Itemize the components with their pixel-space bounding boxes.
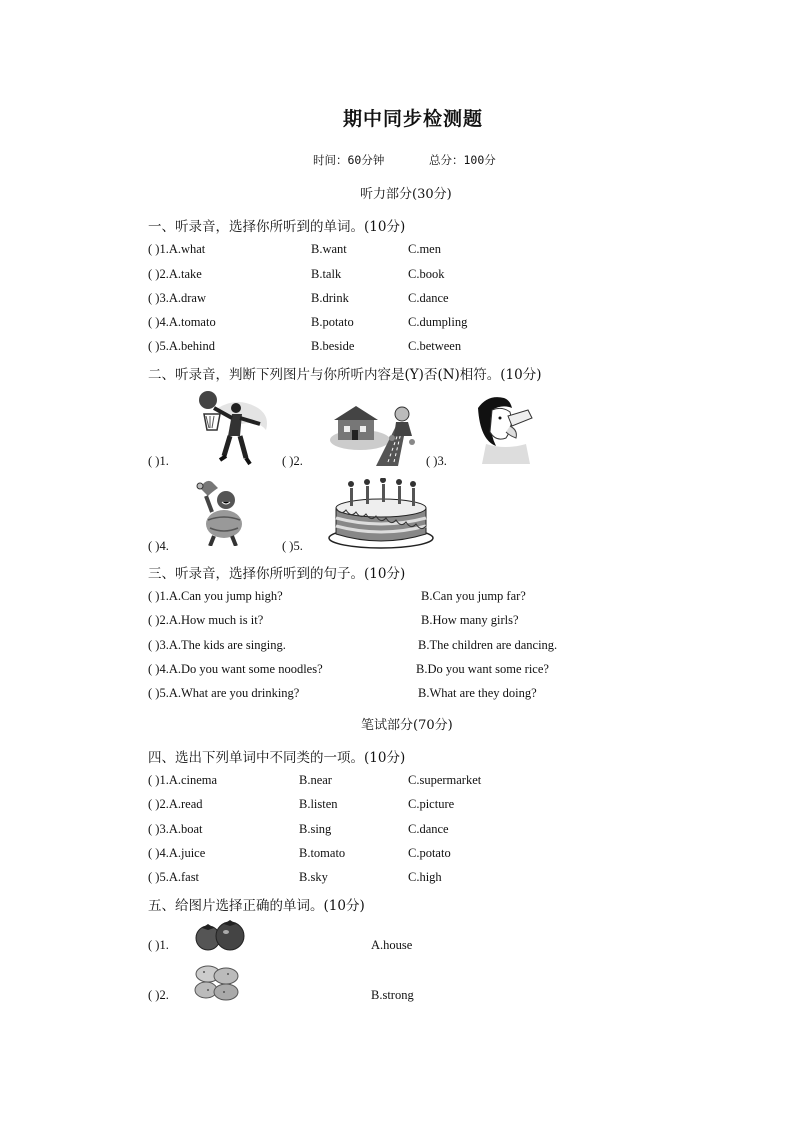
- picture-question-5: ( )5.: [282, 539, 303, 553]
- option-c: C.dance: [408, 822, 449, 836]
- listening-part-title: 听力部分(30分): [360, 187, 452, 202]
- exam-time: 时间：60分钟: [313, 153, 385, 167]
- sentence-a: ( )3.A.The kids are singing.: [148, 638, 286, 652]
- option-b: B.beside: [311, 339, 355, 353]
- picture-question-2: ( )2.: [282, 454, 303, 468]
- exam-total-score: 总分：100分: [429, 153, 496, 167]
- picture-question-3: ( )3.: [426, 454, 447, 468]
- option-a: ( )5.A.behind: [148, 339, 215, 353]
- page-title: 期中同步检测题: [343, 108, 484, 130]
- option-c: C.men: [408, 242, 441, 256]
- section-2-title: 二、听录音，判断下列图片与你所听内容是(Y)否(N)相符。(10分): [148, 367, 542, 383]
- basketball-player-picture: [196, 388, 272, 466]
- option-b: B.drink: [311, 291, 349, 305]
- option-a: ( )4.A.juice: [148, 846, 206, 860]
- sentence-a: ( )2.A.How much is it?: [148, 613, 264, 627]
- sentence-b: B.How many girls?: [421, 613, 519, 627]
- option-a: ( )4.A.tomato: [148, 315, 216, 329]
- sentence-a: ( )4.A.Do you want some noodles?: [148, 662, 323, 676]
- option-a: ( )1.A.what: [148, 242, 206, 256]
- tomatoes-picture: [194, 918, 246, 952]
- option-b: B.tomato: [299, 846, 346, 860]
- option-c: C.supermarket: [408, 773, 482, 787]
- option-c: C.dance: [408, 291, 449, 305]
- option-c: C.book: [408, 267, 445, 281]
- section-1-title: 一、听录音，选择你所听到的单词。(10分): [148, 219, 406, 235]
- picture-choice-1: ( )1.: [148, 938, 169, 952]
- option-c: C.high: [408, 870, 442, 884]
- option-c: C.between: [408, 339, 462, 353]
- option-c: C.potato: [408, 846, 451, 860]
- option-a: ( )3.A.draw: [148, 291, 206, 305]
- sentence-b: B.What are they doing?: [418, 686, 537, 700]
- option-a: ( )2.A.take: [148, 267, 202, 281]
- writing-part-title: 笔试部分(70分): [361, 718, 453, 733]
- option-c: C.picture: [408, 797, 455, 811]
- option-b: B.listen: [299, 797, 338, 811]
- section-4-title: 四、选出下列单词中不同类的一项。(10分): [148, 750, 406, 766]
- option-b: B.want: [311, 242, 347, 256]
- section-3-title: 三、听录音，选择你所听到的句子。(10分): [148, 566, 406, 582]
- option-a: ( )5.A.fast: [148, 870, 200, 884]
- house-and-road-picture: [330, 402, 422, 466]
- sentence-a: ( )1.A.Can you jump high?: [148, 589, 283, 603]
- option-label: B.strong: [371, 988, 414, 1002]
- sentence-b: B.Can you jump far?: [421, 589, 526, 603]
- option-a: ( )2.A.read: [148, 797, 203, 811]
- picture-question-4: ( )4.: [148, 539, 169, 553]
- option-a: ( )3.A.boat: [148, 822, 203, 836]
- option-b: B.sing: [299, 822, 332, 836]
- sentence-a: ( )5.A.What are you drinking?: [148, 686, 300, 700]
- option-b: B.talk: [311, 267, 342, 281]
- sentence-b: B.The children are dancing.: [418, 638, 558, 652]
- option-b: B.potato: [311, 315, 354, 329]
- section-5-title: 五、给图片选择正确的单词。(10分): [148, 898, 365, 914]
- picture-choice-2: ( )2.: [148, 988, 169, 1002]
- birthday-cake-picture: [326, 478, 436, 550]
- option-b: B.near: [299, 773, 332, 787]
- option-c: C.dumpling: [408, 315, 468, 329]
- sentence-b: B.Do you want some rice?: [416, 662, 549, 676]
- option-a: ( )1.A.cinema: [148, 773, 218, 787]
- man-eating-picture: [196, 478, 248, 546]
- potatoes-picture: [192, 962, 242, 1002]
- picture-question-1: ( )1.: [148, 454, 169, 468]
- option-b: B.sky: [299, 870, 328, 884]
- girl-drinking-picture: [474, 394, 534, 466]
- option-label: A.house: [371, 938, 413, 952]
